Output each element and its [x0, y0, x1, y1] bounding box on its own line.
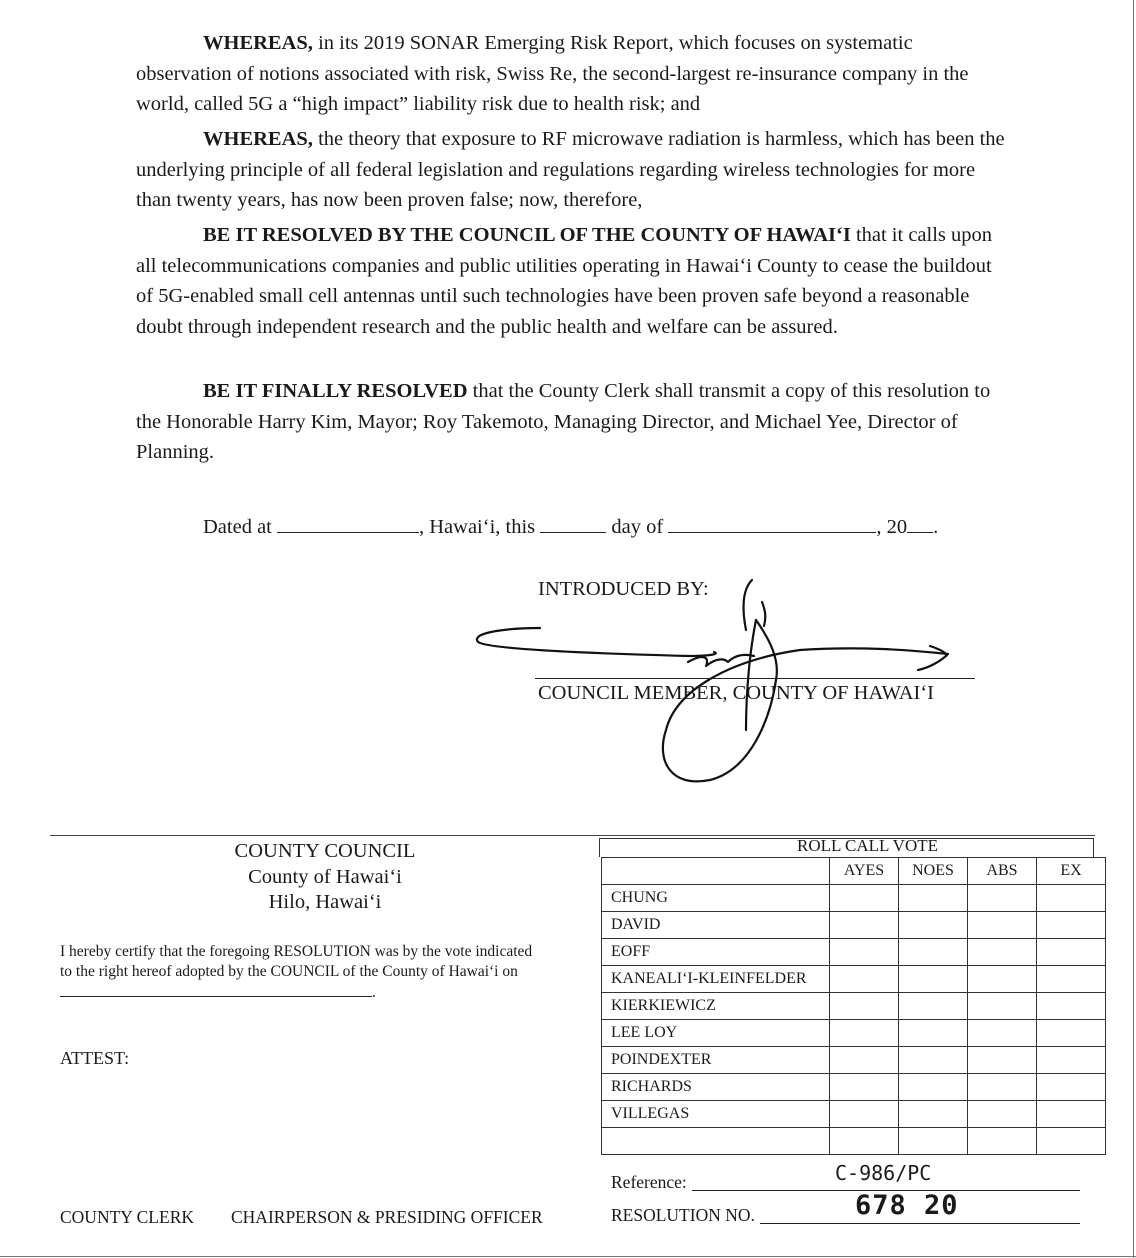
dated-line [203, 514, 938, 539]
column-abs: ABS [968, 858, 1037, 885]
vote-cell[interactable] [968, 912, 1037, 939]
county-name: County of Hawaiʻi [248, 866, 402, 888]
member-name: VILLEGAS [602, 1101, 830, 1128]
dated-day-of: day of [611, 516, 664, 538]
vote-cell[interactable] [1037, 1128, 1106, 1155]
paragraph-text: in its 2019 SONAR Emerging Risk Report, which focuses on systematic observation of notions associated with risk, Swiss Re, the second-largest re-insurance company in the world, called 5G a “high impact” liability risk due to health risk; and [136, 32, 969, 115]
vote-cell[interactable] [830, 993, 899, 1020]
vote-cell[interactable] [968, 1128, 1037, 1155]
table-header-row [602, 858, 1106, 885]
vote-cell[interactable] [830, 1074, 899, 1101]
certification-text: I hereby certify that the foregoing RESOLUTION was by the vote indicated to the right hereof adopted by the COUNCIL of the County of Hawaiʻi on [60, 943, 533, 980]
vote-cell[interactable] [899, 1047, 968, 1074]
council-member-signature-line [535, 678, 975, 679]
member-name: KANEALIʻI-KLEINFELDER [602, 966, 830, 993]
resolution-no-label: RESOLUTION NO. [611, 1205, 755, 1225]
member-name: LEE LOY [602, 1020, 830, 1047]
table-row [602, 1101, 1106, 1128]
table-row [602, 1047, 1106, 1074]
vote-cell[interactable] [968, 1020, 1037, 1047]
vote-cell[interactable] [899, 1020, 968, 1047]
vote-cell[interactable] [1037, 885, 1106, 912]
table-row [602, 966, 1106, 993]
roll-call-table [601, 857, 1106, 1155]
vote-cell[interactable] [830, 939, 899, 966]
reference-value: C-986/PC [835, 1161, 932, 1185]
day-blank[interactable] [540, 514, 606, 533]
vote-cell[interactable] [899, 1074, 968, 1101]
member-name: KIERKIEWICZ [602, 993, 830, 1020]
vote-cell[interactable] [968, 993, 1037, 1020]
paragraph-lead: BE IT FINALLY RESOLVED [203, 380, 468, 402]
roll-call-title: ROLL CALL VOTE [796, 836, 939, 855]
attest-label: ATTEST: [60, 1048, 130, 1068]
vote-cell[interactable] [830, 885, 899, 912]
table-row [602, 993, 1106, 1020]
paragraph-lead: WHEREAS, [203, 128, 313, 150]
vote-cell[interactable] [1037, 939, 1106, 966]
member-name: POINDEXTER [602, 1047, 830, 1074]
member-name: EOFF [602, 939, 830, 966]
paragraph-lead: WHEREAS, [203, 32, 313, 54]
member-name: RICHARDS [602, 1074, 830, 1101]
whereas-paragraph-1 [136, 28, 1006, 120]
paragraph-lead: BE IT RESOLVED BY THE COUNCIL OF THE COUNTY OF HAWAIʻI [203, 224, 851, 246]
dated-period: . [933, 516, 939, 538]
table-row [602, 1020, 1106, 1047]
county-city: Hilo, Hawaiʻi [268, 891, 382, 913]
table-row [602, 912, 1106, 939]
member-name: DAVID [602, 912, 830, 939]
vote-cell[interactable] [968, 1101, 1037, 1128]
vote-cell[interactable] [968, 966, 1037, 993]
chairperson-label: CHAIRPERSON & PRESIDING OFFICER [231, 1207, 543, 1227]
table-row [602, 885, 1106, 912]
vote-cell[interactable] [899, 1128, 968, 1155]
dated-hawaii: , Hawaiʻi, this [419, 516, 536, 538]
table-row [602, 1128, 1106, 1155]
certification-date-blank[interactable] [60, 982, 372, 997]
vote-cell[interactable] [899, 1101, 968, 1128]
vote-cell[interactable] [830, 966, 899, 993]
dated-label: Dated at [203, 516, 272, 538]
column-ayes: AYES [830, 858, 899, 885]
vote-cell[interactable] [899, 885, 968, 912]
table-row [602, 939, 1106, 966]
reference-label: Reference: [611, 1172, 687, 1192]
vote-cell[interactable] [1037, 1101, 1106, 1128]
paragraph-text: that the County Clerk shall transmit a copy of this resolution to the Honorable Harry Kim, Mayor; Roy Takemoto, Managing Director, and Michael Yee, Director of Planning. [136, 380, 991, 463]
year-blank[interactable] [907, 514, 933, 533]
certification-statement: I hereby certify that the foregoing RESOLUTION was by the vote indicated to the right hereof adopted by the COUNCIL of the County of Hawaiʻi on . [60, 943, 533, 1001]
dated-year-prefix: , 20 [876, 516, 908, 538]
paragraph-text: that it calls upon all telecommunications companies and public utilities operating in Hawaiʻi County to cease the buildout of 5G-enabled small cell antennas until such technologies have been proven safe beyond a reasonable doubt through independent research and the public health and welfare can be assured. [136, 224, 993, 338]
vote-cell[interactable] [968, 885, 1037, 912]
vote-cell[interactable] [968, 1074, 1037, 1101]
vote-cell[interactable] [830, 1020, 899, 1047]
vote-cell[interactable] [968, 939, 1037, 966]
member-name [602, 1128, 830, 1155]
county-council-title: COUNTY COUNCIL [234, 840, 416, 862]
vote-cell[interactable] [830, 1101, 899, 1128]
vote-cell[interactable] [968, 1047, 1037, 1074]
vote-cell[interactable] [1037, 912, 1106, 939]
page-edge-right [1133, 0, 1134, 1258]
resolution-no-value: 678 20 [855, 1190, 959, 1221]
vote-cell[interactable] [830, 1128, 899, 1155]
vote-cell[interactable] [1037, 1074, 1106, 1101]
column-ex: EX [1037, 858, 1106, 885]
member-name: CHUNG [602, 885, 830, 912]
vote-cell[interactable] [1037, 993, 1106, 1020]
vote-cell[interactable] [830, 1047, 899, 1074]
vote-cell[interactable] [830, 912, 899, 939]
vote-cell[interactable] [899, 912, 968, 939]
member-column-header [602, 858, 830, 885]
county-clerk-label: COUNTY CLERK [60, 1207, 195, 1227]
finally-resolved-paragraph [136, 376, 1006, 468]
vote-cell[interactable] [899, 993, 968, 1020]
resolution-no-line [760, 1223, 1080, 1224]
column-noes: NOES [899, 858, 968, 885]
vote-cell[interactable] [1037, 1047, 1106, 1074]
whereas-paragraph-2 [136, 124, 1006, 216]
council-member-label: COUNCIL MEMBER, COUNTY OF HAWAIʻI [538, 682, 935, 704]
vote-cell[interactable] [899, 939, 968, 966]
vote-cell[interactable] [1037, 966, 1106, 993]
place-blank[interactable] [277, 514, 419, 533]
month-blank[interactable] [668, 514, 876, 533]
vote-cell[interactable] [1037, 1020, 1106, 1047]
introduced-by-label: INTRODUCED BY: [538, 578, 709, 600]
paragraph-text: the theory that exposure to RF microwave radiation is harmless, which has been the underlying principle of all federal legislation and regulations regarding wireless technologies for more than twenty years, has now been proven false; now, therefore, [136, 128, 1005, 211]
vote-cell[interactable] [899, 966, 968, 993]
table-row [602, 1074, 1106, 1101]
resolved-paragraph [136, 220, 1006, 342]
page-edge-bottom [0, 1256, 1136, 1257]
